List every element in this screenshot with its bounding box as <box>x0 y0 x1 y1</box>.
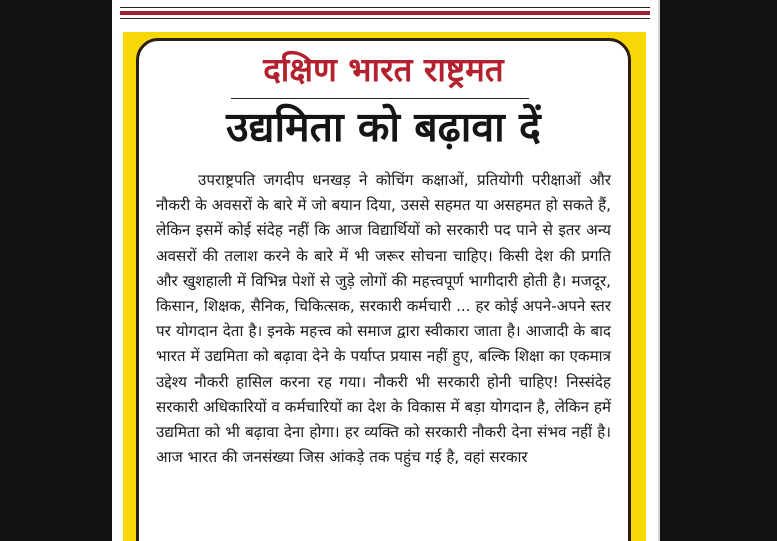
publication-masthead: दक्षिण भारत राष्ट्रमत <box>263 50 504 89</box>
header-red-rule <box>120 11 650 15</box>
article-body: उपराष्ट्रपति जगदीप धनखड़ ने कोचिंग कक्षाओं, प्रतियोगी परीक्षाओं और नौकरी के अवसरों के बारे में जो बयान दिया, उससे सहमत या असहमत हो सकते हैं, लेकिन इसमें कोई संदेह नहीं कि आज विद्यार्थियों को सरकारी पद पाने से इतर अन्य अवसरों की तलाश करने के बारे में भी जरूर सोचना चाहिए। किसी देश की प्रगति और खुशहाली में विभिन्न पेशों से जुड़े लोगों की महत्त्वपूर्ण भागीदारी होती है। मजदूर, किसान, शिक्षक, सैनिक, चिकित्सक, सरकारी कर्मचारी ... हर कोई अपने-अपने स्तर पर योगदान देता है। इनके महत्त्व को समाज द्वारा स्वीकारा जाता है। आजादी के बाद भारत में उद्यमिता को बढ़ावा देने के पर्याप्त प्रयास नहीं हुए, बल्कि शिक्षा का एकमात्र उद्देश्य नौकरी हासिल करना रह गया। नौकरी भी सरकारी होनी चाहिए! निस्संदेह सरकारी अधिकारियों व कर्मचारियों का देश के विकास में बड़ा योगदान है, लेकिन हमें उद्यमिता को भी बढ़ावा देना होगा। हर व्यक्ति को सरकारी नौकरी देना संभव नहीं है। आज भारत की जनसंख्या जिस आंकड़े तक पहुंच गई है, वहां सरकार <box>156 171 611 467</box>
header-thin-rule-top <box>120 7 650 8</box>
editorial-box <box>136 38 631 541</box>
newspaper-page <box>112 0 658 541</box>
editorial-yellow-frame <box>123 32 646 541</box>
page-edge-shadow <box>658 0 660 541</box>
article-headline: उद्यमिता को बढ़ावा दें <box>226 103 541 151</box>
header-thin-rule-bottom <box>120 18 650 19</box>
masthead-divider <box>231 98 529 99</box>
